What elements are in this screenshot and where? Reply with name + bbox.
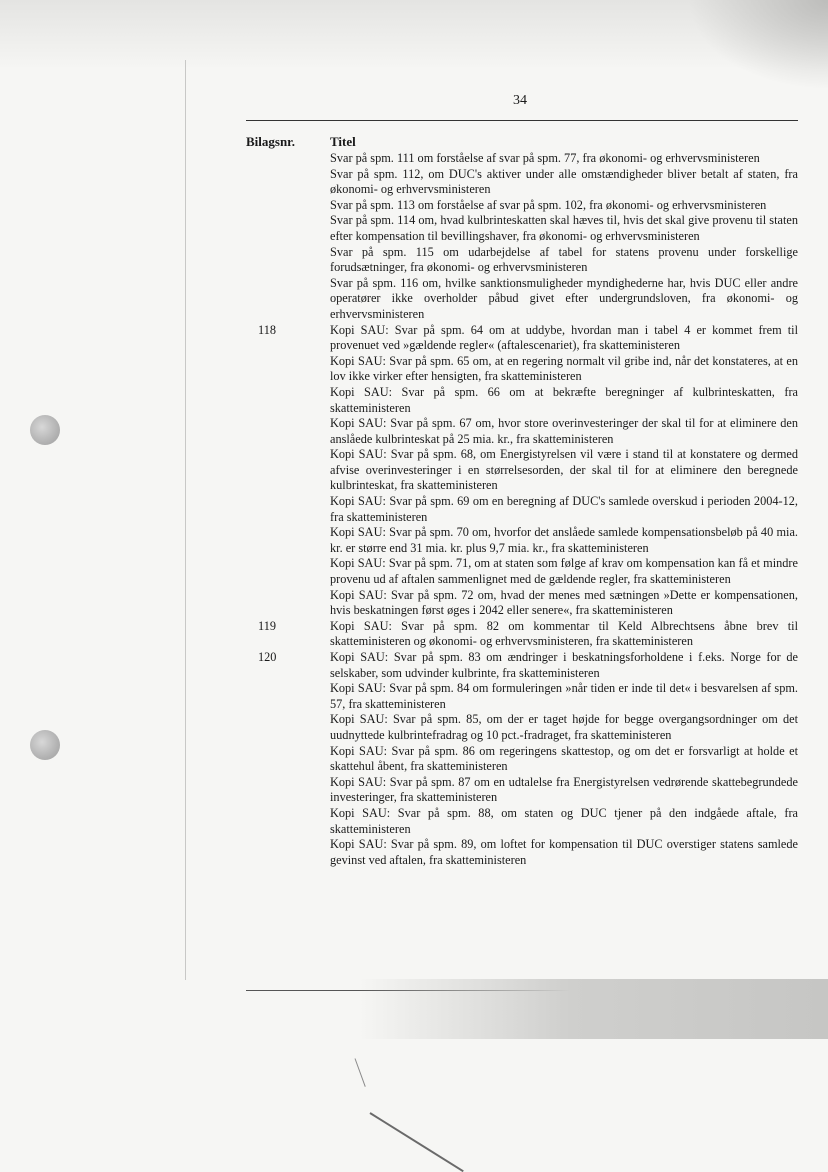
entry-title: Kopi SAU: Svar på spm. 71, om at staten som følge af krav om kompensation kan få et mindre provenu ud af aftalen sammenlignet med de gældende regler, fra skatteministeren <box>330 556 798 587</box>
header-rule <box>246 120 798 121</box>
entry-title: Kopi SAU: Svar på spm. 83 om ændringer i beskatningsforholdene i f.eks. Norge for de selskaber, som udvinder kulbrinte, fra skatteministeren <box>330 650 798 680</box>
entry-title: Svar på spm. 112, om DUC's aktiver under alle omstændigheder bliver betalt af staten, fra økonomi- og erhvervsministeren <box>330 166 798 197</box>
page-number: 34 <box>513 93 527 108</box>
scan-crease <box>369 1112 463 1172</box>
entry-title: Kopi SAU: Svar på spm. 70 om, hvorfor det anslåede samlede kompensationsbeløb på 40 mia. kr. er større end 31 mia. kr. plus 9,7 mia. kr., fra skatteministeren <box>330 525 798 555</box>
entry-groups <box>246 151 798 868</box>
entry-group <box>246 650 798 868</box>
column-header-number: Bilagsnr. <box>246 134 296 149</box>
entry-titles <box>330 323 798 619</box>
entry-title: Kopi SAU: Svar på spm. 82 om kommentar til Keld Albrechtsens åbne brev til skatteministeren og økonomi- og erhvervsministeren, fra skatteministeren <box>330 618 798 649</box>
entry-title: Kopi SAU: Svar på spm. 67 om, hvor store overinvesteringer der skal til for at eliminere den anslåede kulbrinteskat på 25 mia. kr., fra skatteministeren <box>330 416 798 446</box>
entry-title: Kopi SAU: Svar på spm. 84 om formuleringen »når tiden er inde til det« i besvarelsen af spm. 57, fra skatteministeren <box>330 681 798 711</box>
entry-title: Kopi SAU: Svar på spm. 69 om en beregning af DUC's samlede overskud i perioden 2004-12, fra skatteministeren <box>330 494 798 524</box>
entry-title: Svar på spm. 111 om forståelse af svar på spm. 77, fra økonomi- og erhvervsministeren <box>330 151 760 165</box>
entry-title: Kopi SAU: Svar på spm. 65 om, at en regering normalt vil gribe ind, når det konstateres, at en lov ikke virker efter hensigten, fra skatteministeren <box>330 353 798 384</box>
entry-titles <box>330 650 798 868</box>
entry-title: Kopi SAU: Svar på spm. 66 om at bekræfte beregninger af kulbrinteskatten, fra skatteministeren <box>330 384 798 415</box>
bilag-number: 118 <box>258 322 276 337</box>
entry-titles <box>330 619 798 650</box>
column-header-title: Titel <box>330 134 356 149</box>
entry-group <box>246 323 798 619</box>
entry-title: Kopi SAU: Svar på spm. 72 om, hvad der menes med sætningen »Dette er kompensationen, hvis beskatningen først øges i 2042 eller senere«, fra skatteministeren <box>330 587 798 618</box>
entry-group <box>246 619 798 650</box>
bilag-number: 119 <box>258 618 276 633</box>
entry-titles <box>330 151 798 323</box>
entry-title: Svar på spm. 114 om, hvad kulbrinteskatten skal hæves til, hvis det skal give provenu til staten efter kompensation til bevillingshaver, fra økonomi- og erhvervsministeren <box>330 213 798 243</box>
scan-crease <box>355 1058 366 1087</box>
appendix-list <box>246 134 798 868</box>
entry-title: Svar på spm. 113 om forståelse af svar på spm. 102, fra økonomi- og erhvervsministeren <box>330 197 767 212</box>
entry-title: Kopi SAU: Svar på spm. 68, om Energistyrelsen vil være i stand til at konstatere og dermed afvise overinvesteringer i en størrelsesorden, der skal til for at eliminere den beregnede kulbrinteskat, fra skatteministeren <box>330 447 798 493</box>
page-edge-line <box>185 60 186 980</box>
entry-title: Kopi SAU: Svar på spm. 89, om loftet for kompensation til DUC overstiger statens samlede gevinst ved aftalen, fra skatteministeren <box>330 837 798 867</box>
bilag-number: 120 <box>258 650 277 664</box>
entry-title: Kopi SAU: Svar på spm. 64 om at uddybe, hvordan man i tabel 4 er kommet frem til provenuet ved »gældende regler« (aftalescenariet), fra skatteministeren <box>330 322 798 353</box>
entry-group <box>246 151 798 323</box>
entry-title: Svar på spm. 116 om, hvilke sanktionsmuligheder myndighederne har, hvis DUC eller andre operatører ikke overholder påbud givet efter undergrundsloven, fra økonomi- og erhvervsministeren <box>330 275 798 321</box>
punch-hole <box>30 415 60 445</box>
entry-title: Svar på spm. 115 om udarbejdelse af tabel for statens provenu under forskellige forudsætninger, fra økonomi- og erhvervsministeren <box>330 244 798 275</box>
scan-shade-bottom <box>358 979 828 1039</box>
punch-hole <box>30 730 60 760</box>
bilag-number <box>246 151 330 323</box>
scan-shade-corner <box>688 0 828 90</box>
column-header-row <box>246 134 798 149</box>
entry-title: Kopi SAU: Svar på spm. 85, om der er taget højde for begge overgangsordninger om det uudnyttede kulbrintefradrag og 10 pct.-fradraget, fra skatteministeren <box>330 712 798 742</box>
entry-title: Kopi SAU: Svar på spm. 86 om regeringens skattestop, og om det er forsvarligt at holde et skattehul åbent, fra skatteministeren <box>330 743 798 774</box>
entry-title: Kopi SAU: Svar på spm. 87 om en udtalelse fra Energistyrelsen vedrørende skattebegrundede investeringer, fra skatteministeren <box>330 774 798 805</box>
entry-title: Kopi SAU: Svar på spm. 88, om staten og DUC tjener på den indgåede aftale, fra skatteministeren <box>330 805 798 836</box>
